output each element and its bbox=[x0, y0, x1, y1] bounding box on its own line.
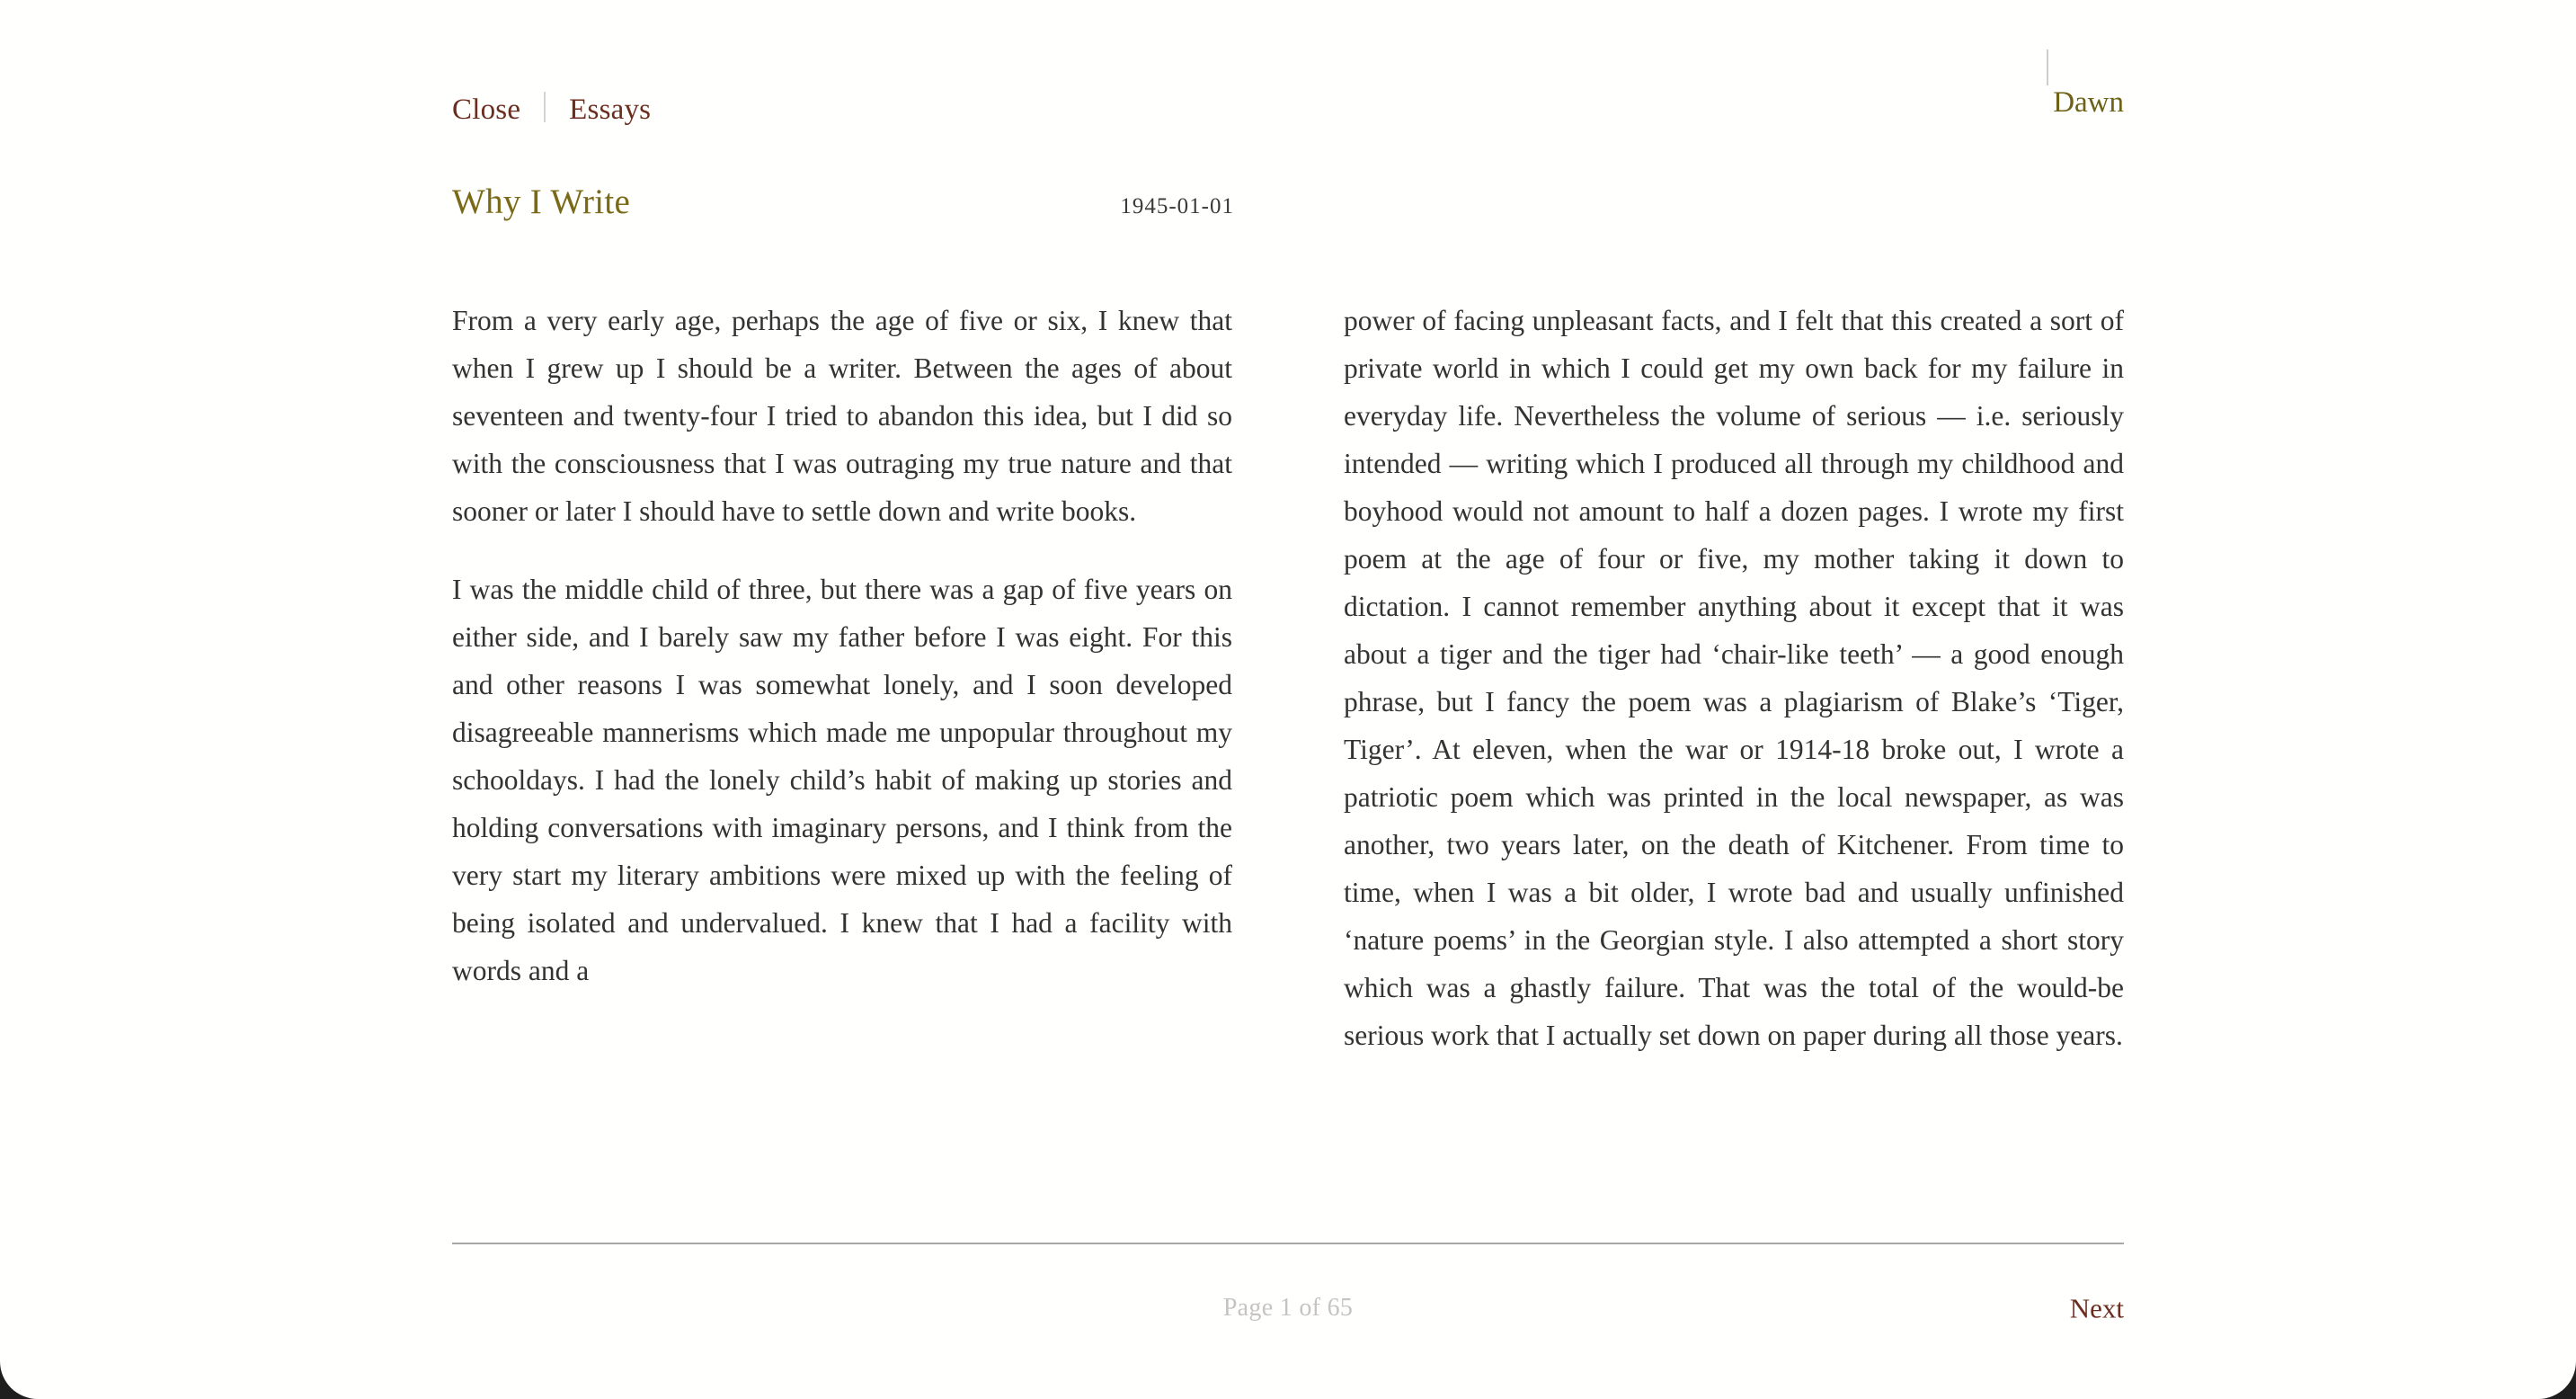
theme-switcher bbox=[1971, 0, 2124, 135]
article-date: 1945-01-01 bbox=[1120, 194, 1234, 218]
top-navigation-bar bbox=[452, 0, 2124, 153]
column-left bbox=[452, 297, 1232, 1196]
paragraph: power of facing unpleasant facts, and I felt that this created a sort of private world in which I could get my own back for my failure in everyday life. Nevertheless the volume of serious — i.e. seriously intended — writing which I produced all through my childhood and boyhood would not amount to half a dozen pages. I wrote my first poem at the age of four or five, my mother taking it down to dictation. I cannot remember anything about it except that it was about a tiger and the tiger had ‘chair-like teeth’ — a good enough phrase, but I fancy the poem was a plagiarism of Blake’s ‘Tiger, Tiger’. At eleven, when the war or 1914-18 broke out, I wrote a patriotic poem which was printed in the local newspaper, as was another, two years later, on the death of Kitchener. From time to time, when I was a bit older, I wrote bad and usually unfinished ‘nature poems’ in the Georgian style. I also attempted a short story which was a ghastly failure. That was the total of the would-be serious work that I actually set down on paper during all those years. bbox=[1344, 305, 2124, 1051]
article-body-columns bbox=[452, 297, 2124, 1196]
nav-divider bbox=[544, 92, 546, 122]
paragraph: From a very early age, perhaps the age of five or six, I knew that when I grew up I should be a writer. Between the ages of about seventeen and twenty-four I tried to abandon this idea, but I did so with the consciousness that I was outraging my true nature and that sooner or later I should have to settle down and write books. bbox=[452, 305, 1232, 527]
primary-nav bbox=[452, 88, 651, 125]
page-indicator: Page 1 of 65 bbox=[1222, 1294, 1354, 1322]
theme-divider bbox=[2047, 49, 2048, 85]
article-header bbox=[452, 184, 1234, 219]
page-title: Why I Write bbox=[452, 183, 631, 221]
paragraph: I was the middle child of three, but there was a gap of five years on either side, and I barely saw my father before I was eight. For this and other reasons I was somewhat lonely, and I soon developed disagreeable mannerisms which made me unpopular throughout my schooldays. I had the lonely child’s habit of making up stories and holding conversations with imaginary persons, and I think from the very start my literary ambitions were mixed up with the feeling of being isolated and undervalued. I knew that I had a facility with words and a bbox=[452, 574, 1232, 986]
column-right bbox=[1344, 297, 2124, 1196]
next-page-link[interactable]: Next bbox=[2069, 1292, 2124, 1324]
theme-toggle-dawn[interactable]: Dawn bbox=[2053, 86, 2124, 119]
footer-divider bbox=[452, 1243, 2124, 1244]
pagination-footer bbox=[452, 1281, 2124, 1335]
essays-link[interactable]: Essays bbox=[569, 94, 652, 126]
close-link[interactable]: Close bbox=[452, 94, 521, 126]
